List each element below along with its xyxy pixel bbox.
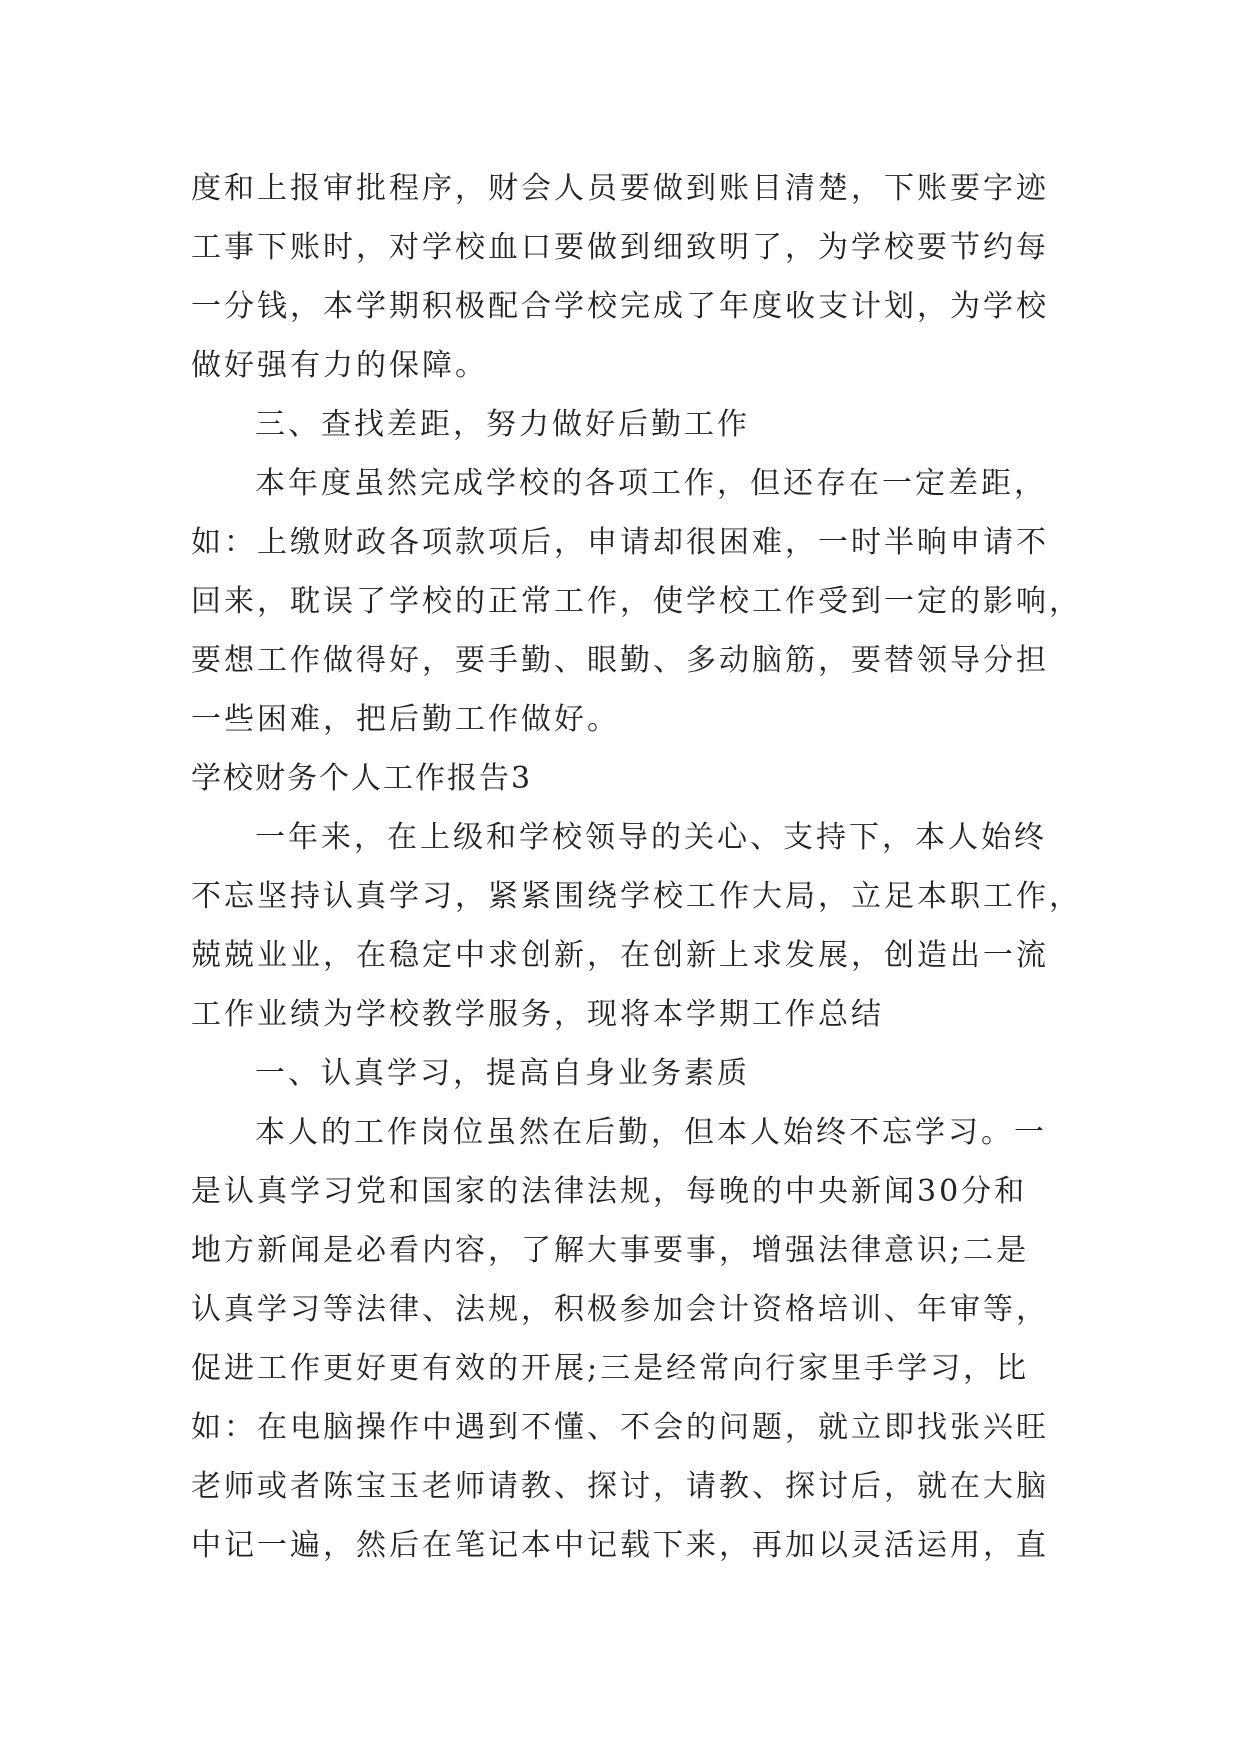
paragraph-line: 一年来，在上级和学校领导的关心、支持下，本人始终 — [255, 820, 1047, 855]
section-heading: 一、认真学习，提高自身业务素质 — [255, 1056, 750, 1091]
paragraph-line: 本年度虽然完成学校的各项工作，但还存在一定差距， — [255, 466, 1047, 501]
paragraph-line: 促进工作更好更有效的开展;三是经常向行家里手学习，比 — [191, 1351, 1030, 1386]
report-title: 学校财务个人工作报告3 — [191, 761, 533, 796]
paragraph-line: 如：在电脑操作中遇到不懂、不会的问题，就立即找张兴旺 — [191, 1410, 1049, 1445]
paragraph-line: 一分钱，本学期积极配合学校完成了年度收支计划，为学校 — [191, 289, 1049, 324]
paragraph-line: 不忘坚持认真学习，紧紧围绕学校工作大局，立足本职工作， — [191, 879, 1082, 914]
paragraph-line: 如：上缴财政各项款项后，申请却很困难，一时半晌申请不 — [191, 525, 1049, 560]
paragraph-line: 地方新闻是必看内容，了解大事要事，增强法律意识;二是 — [191, 1233, 1030, 1268]
paragraph-line: 本人的工作岗位虽然在后勤，但本人始终不忘学习。一 — [255, 1115, 1047, 1150]
document-body — [191, 159, 1082, 1575]
paragraph-line: 是认真学习党和国家的法律法规，每晚的中央新闻30分和 — [191, 1174, 1028, 1209]
paragraph-line: 工事下账时，对学校血口要做到细致明了，为学校要节约每 — [191, 230, 1049, 265]
paragraph-line: 度和上报审批程序，财会人员要做到账目清楚，下账要字迹 — [191, 171, 1049, 206]
paragraph-line: 老师或者陈宝玉老师请教、探讨，请教、探讨后，就在大脑 — [191, 1469, 1049, 1504]
section-heading: 三、查找差距，努力做好后勤工作 — [255, 407, 750, 442]
paragraph-line: 认真学习等法律、法规，积极参加会计资格培训、年审等， — [191, 1292, 1049, 1327]
paragraph-line: 一些困难，把后勤工作做好。 — [191, 702, 620, 737]
paragraph-line: 中记一遍，然后在笔记本中记载下来，再加以灵活运用，直 — [191, 1528, 1049, 1563]
paragraph-line: 回来，耽误了学校的正常工作，使学校工作受到一定的影响， — [191, 584, 1082, 619]
paragraph-line: 要想工作做得好，要手勤、眼勤、多动脑筋，要替领导分担 — [191, 643, 1049, 678]
paragraph-line: 工作业绩为学校教学服务，现将本学期工作总结 — [191, 997, 884, 1032]
paragraph-line: 兢兢业业，在稳定中求创新，在创新上求发展，创造出一流 — [191, 938, 1049, 973]
paragraph-line: 做好强有力的保障。 — [191, 348, 488, 383]
